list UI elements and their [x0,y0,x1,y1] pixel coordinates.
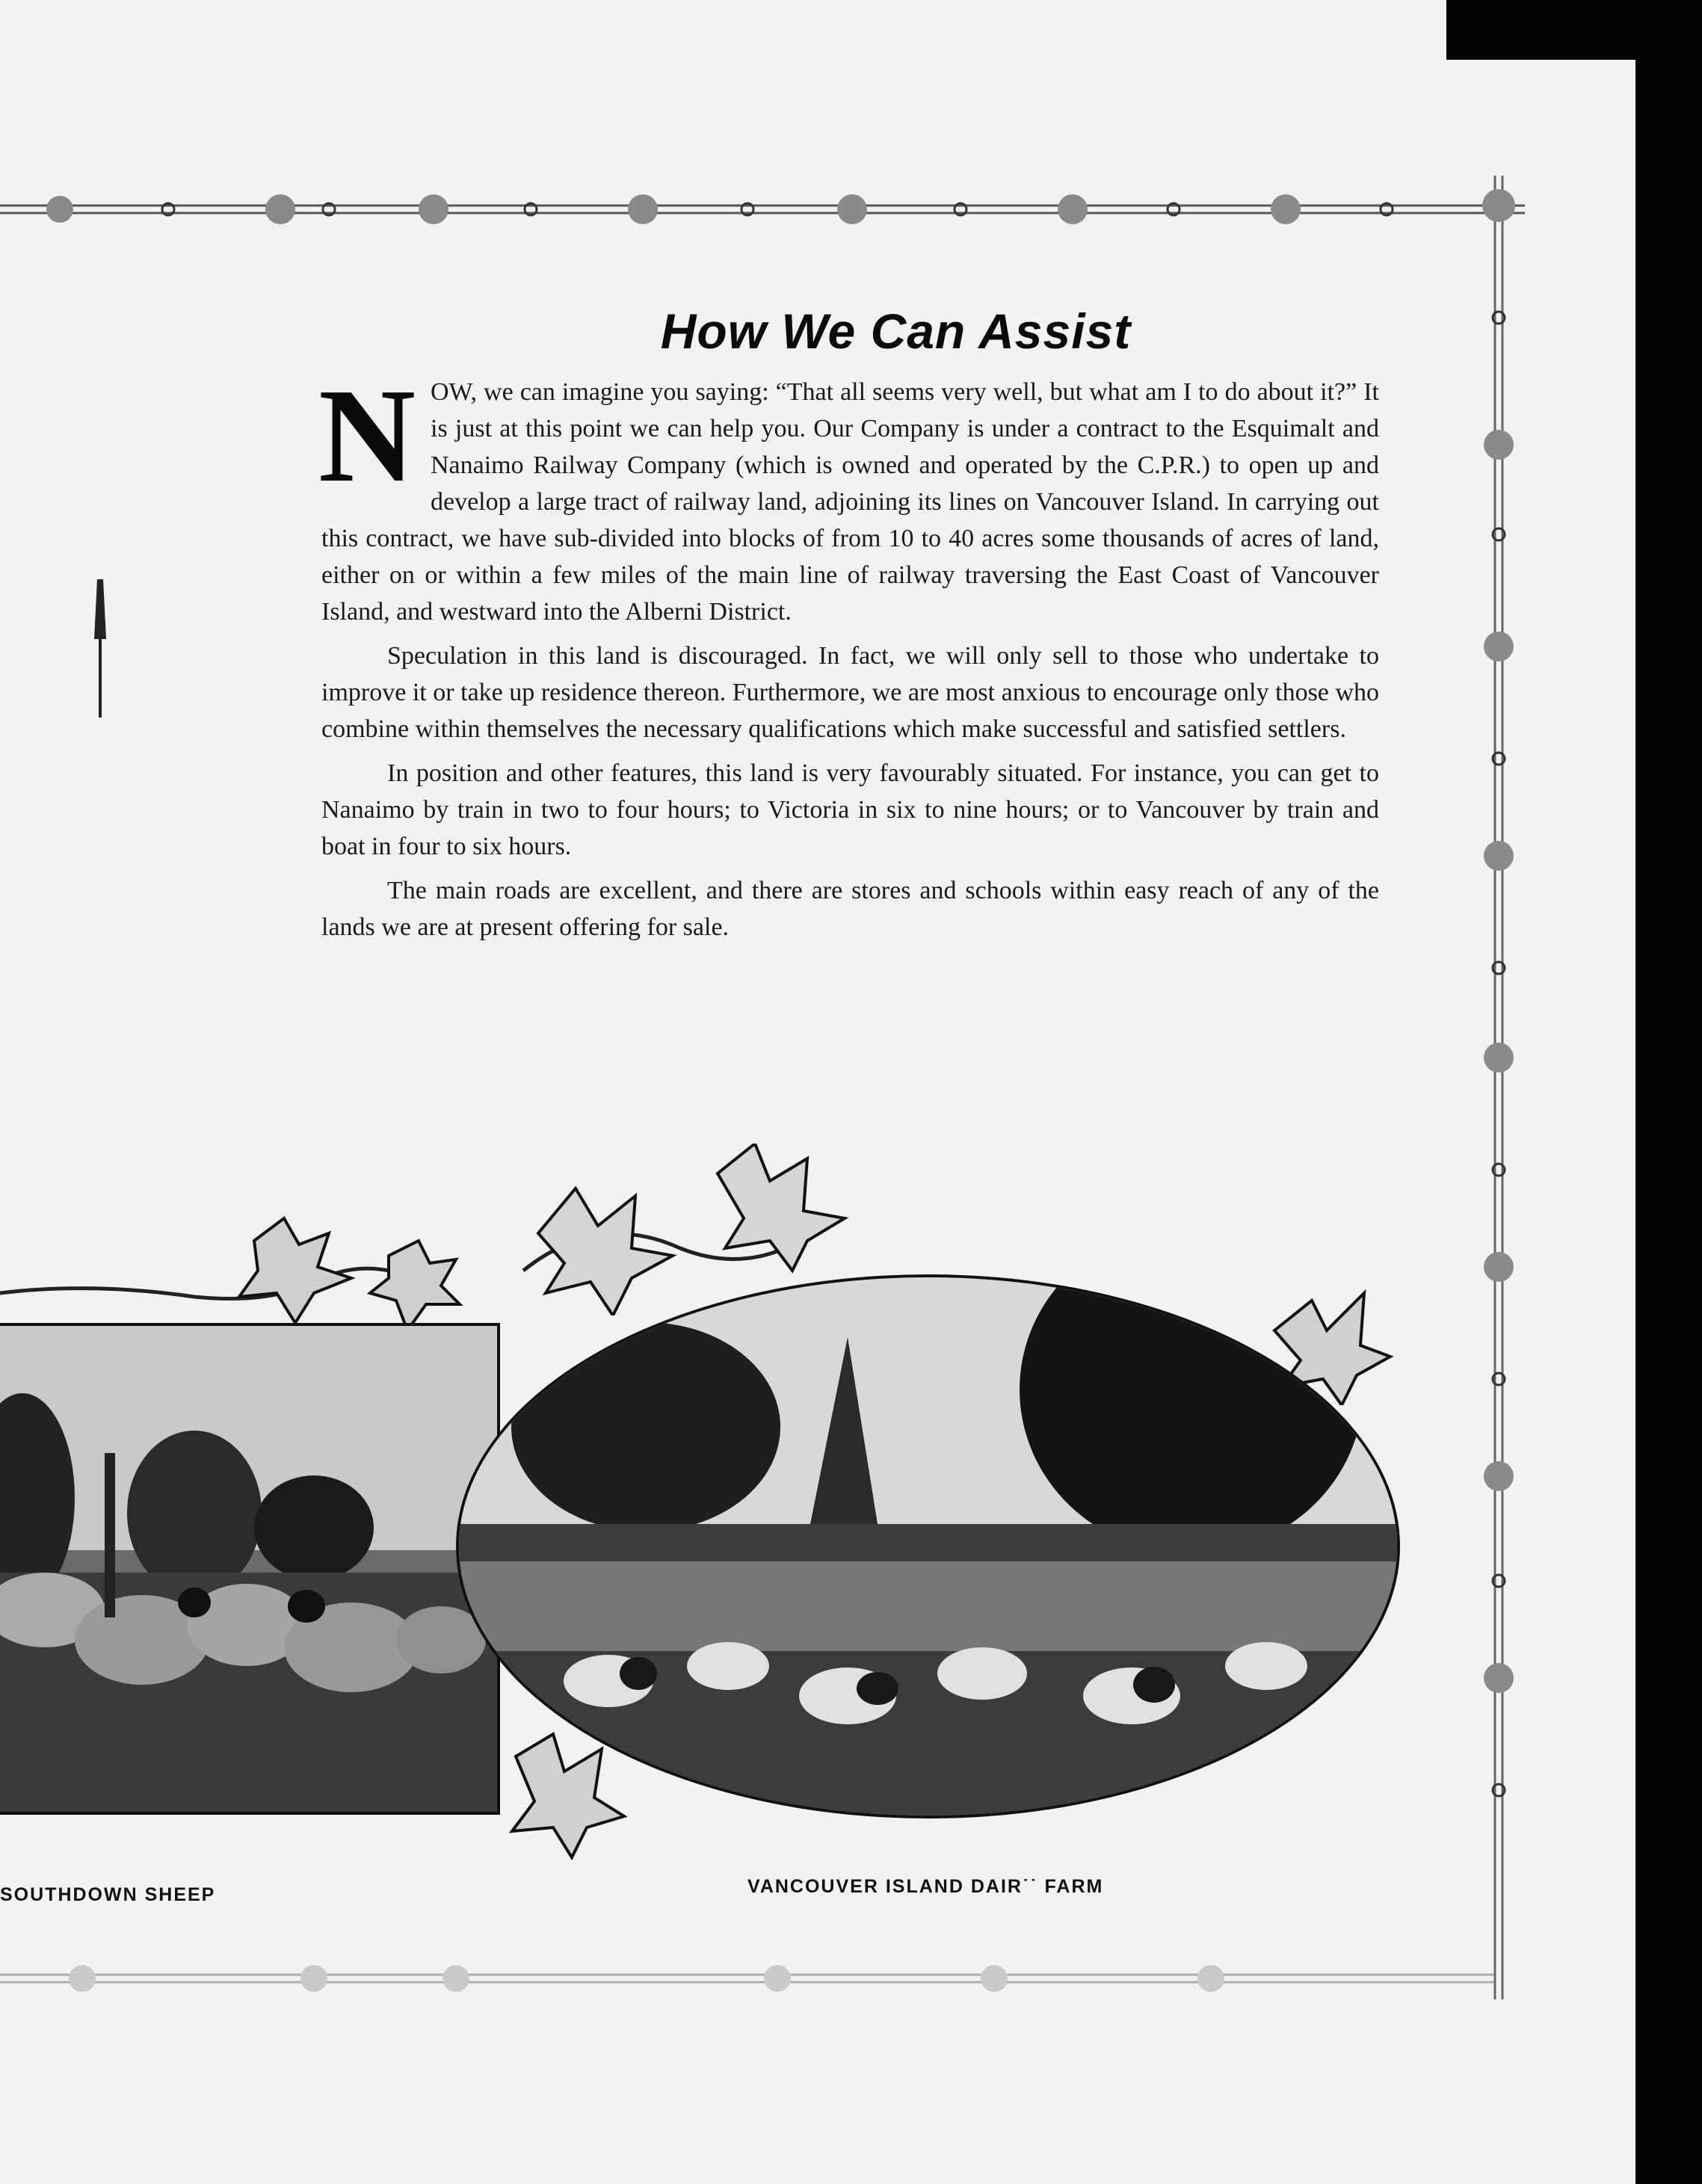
paragraph-1-text: OW, we can imagine you saying: “That all seems very well, but what am I to do about it?” It is just at this point we can help you. Our Company is under a contract to the Esquimalt and Nanaimo Railway Company (which is owned and operated by the C.P.R.) to open up and develop a large tract of railway land, adjoining its lines on Vancouver Island. In carrying out this contract, we have sub-divided into blocks of from 10 to 40 acres some thousands of acres of land, either on or within a few miles of the main line of railway traversing the East Coast of Vancouver Island, and westward into the Alberni District. [321,378,1379,626]
ornamental-border-bottom [0,1951,1532,2003]
dairy-farm-photo-caption: VANCOUVER ISLAND DAIR˙˙ FARM [747,1876,1104,1897]
paragraph-3: In position and other features, this land is very favourably situated. For instance, you can get to Nanaimo by train in two to four hours; to Victoria in six to nine hours; or to Vancouver by train and boat in four to six hours. [321,759,1379,860]
body-text [318,361,1379,953]
drop-cap: N [318,361,416,510]
paragraph-2: Speculation in this land is discouraged. In fact, we will only sell to those who undertake to improve it or take up residence thereon. Furthermore, we are most anxious to encourage only those who combine within themselves the necessary qualifications which make successful and satisfied settlers. [321,642,1379,743]
maple-leaf-ornament-left [0,1211,478,1338]
dairy-farm-photo [456,1274,1400,1819]
sheep-photo-caption: SOUTHDOWN SHEEP [0,1884,216,1905]
paragraph-1 [318,361,1379,630]
paragraph-4: The main roads are excellent, and there are stores and schools within easy reach of any of the lands we are at present offering for sale. [321,877,1379,941]
margin-mark [88,572,111,721]
sheep-photo [0,1323,500,1815]
page-title: How We Can Assist [660,303,1132,359]
ornamental-border-right [1476,176,1521,1999]
ornamental-border-top [0,183,1532,235]
